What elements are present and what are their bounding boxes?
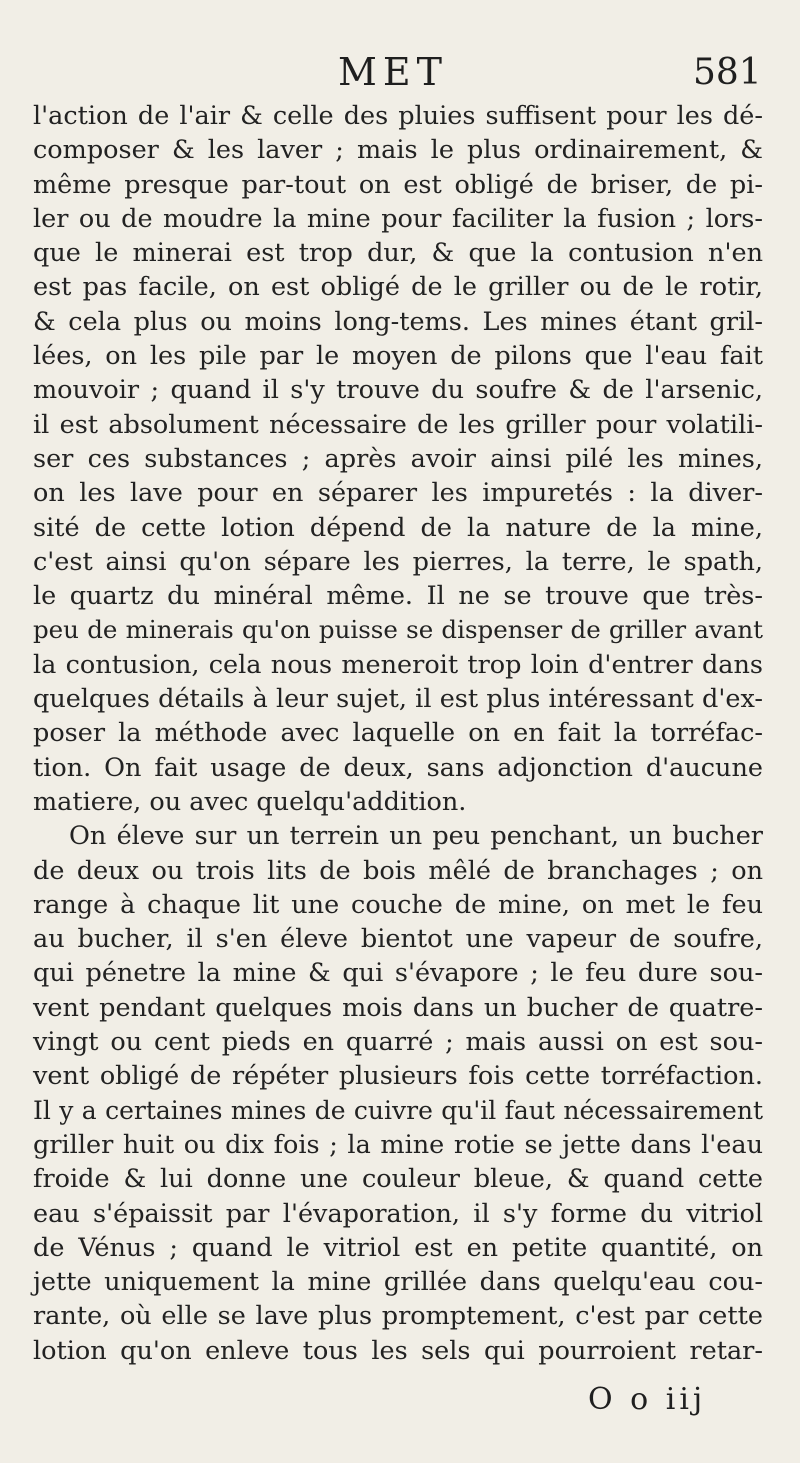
- text-line: mouvoir ; quand il s'y trouve du soufre & de l'arsenic,: [33, 375, 763, 406]
- text-line: vent pendant quelques mois dans un bucher de quatre-: [33, 992, 763, 1023]
- text-line: au bucher, il s'en éleve bientot une vapeur de soufre,: [33, 924, 763, 955]
- text-line: froide & lui donne une couleur bleue, & quand cette: [33, 1164, 763, 1195]
- text-line: est pas facile, on est obligé de le griller ou de le rotir,: [33, 272, 763, 303]
- text-line: qui pénetre la mine & qui s'évapore ; le feu dure sou-: [33, 958, 763, 989]
- text-line: peu de minerais qu'on puisse se dispenser de griller avant: [33, 615, 763, 645]
- text-line: on les lave pour en séparer les impuretés : la diver-: [33, 478, 763, 509]
- text-line: composer & les laver ; mais le plus ordinairement, &: [33, 135, 763, 166]
- text-line: que le minerai est trop dur, & que la contusion n'en: [33, 238, 763, 269]
- text-line: ser ces substances ; après avoir ainsi pilé les mines,: [33, 443, 763, 474]
- text-line: de Vénus ; quand le vitriol est en petite quantité, on: [33, 1232, 763, 1263]
- text-line: eau s'épaissit par l'évaporation, il s'y forme du vitriol: [33, 1198, 763, 1229]
- text-line: poser la méthode avec laquelle on en fait la torréfac-: [33, 718, 763, 749]
- text-line: vingt ou cent pieds en quarré ; mais aussi on est sou-: [33, 1027, 763, 1058]
- text-line: de deux ou trois lits de bois mêlé de branchages ; on: [33, 855, 763, 886]
- page-number: 581: [693, 52, 762, 93]
- paragraph-2: [33, 819, 763, 1368]
- text-line: & cela plus ou moins long-tems. Les mines étant gril-: [33, 306, 763, 337]
- text-line: range à chaque lit une couche de mine, on met le feu: [33, 889, 763, 920]
- text-line: Il y a certaines mines de cuivre qu'il faut nécessairement: [33, 1095, 763, 1125]
- text-line: vent obligé de répéter plusieurs fois cette torréfaction.: [33, 1061, 763, 1092]
- text-line: tion. On fait usage de deux, sans adjonction d'aucune: [33, 752, 763, 783]
- text-line: sité de cette lotion dépend de la nature de la mine,: [33, 512, 763, 543]
- text-line: le quartz du minéral même. Il ne se trouve que très-: [33, 581, 763, 612]
- text-line: On éleve sur un terrein un peu penchant, un bucher: [69, 821, 763, 852]
- signature-mark: O o iij: [588, 1382, 707, 1417]
- running-head: MET: [338, 50, 448, 94]
- text-line: matiere, ou avec quelqu'addition.: [33, 786, 467, 817]
- page-header: [0, 50, 800, 100]
- text-line: la contusion, cela nous meneroit trop loin d'entrer dans: [33, 649, 763, 680]
- text-line: c'est ainsi qu'on sépare les pierres, la terre, le spath,: [33, 546, 763, 577]
- text-line: l'action de l'air & celle des pluies suffisent pour les dé-: [33, 101, 763, 131]
- text-line: il est absolument nécessaire de les griller pour volatili-: [33, 409, 763, 440]
- text-line: lotion qu'on enleve tous les sels qui pourroient retar-: [33, 1335, 763, 1366]
- text-line: quelques détails à leur sujet, il est plus intéressant d'ex-: [33, 684, 763, 715]
- text-line: jette uniquement la mine grillée dans quelqu'eau cou-: [33, 1267, 763, 1298]
- text-line: griller huit ou dix fois ; la mine rotie se jette dans l'eau: [33, 1129, 763, 1160]
- text-line: rante, où elle se lave plus promptement, c'est par cette: [33, 1301, 763, 1332]
- body-text: [33, 99, 763, 1368]
- text-line: même presque par-tout on est obligé de briser, de pi-: [33, 169, 763, 200]
- text-line: lées, on les pile par le moyen de pilons que l'eau fait: [33, 341, 763, 372]
- paragraph-1: [33, 99, 763, 819]
- text-line: ler ou de moudre la mine pour faciliter la fusion ; lors-: [33, 203, 763, 234]
